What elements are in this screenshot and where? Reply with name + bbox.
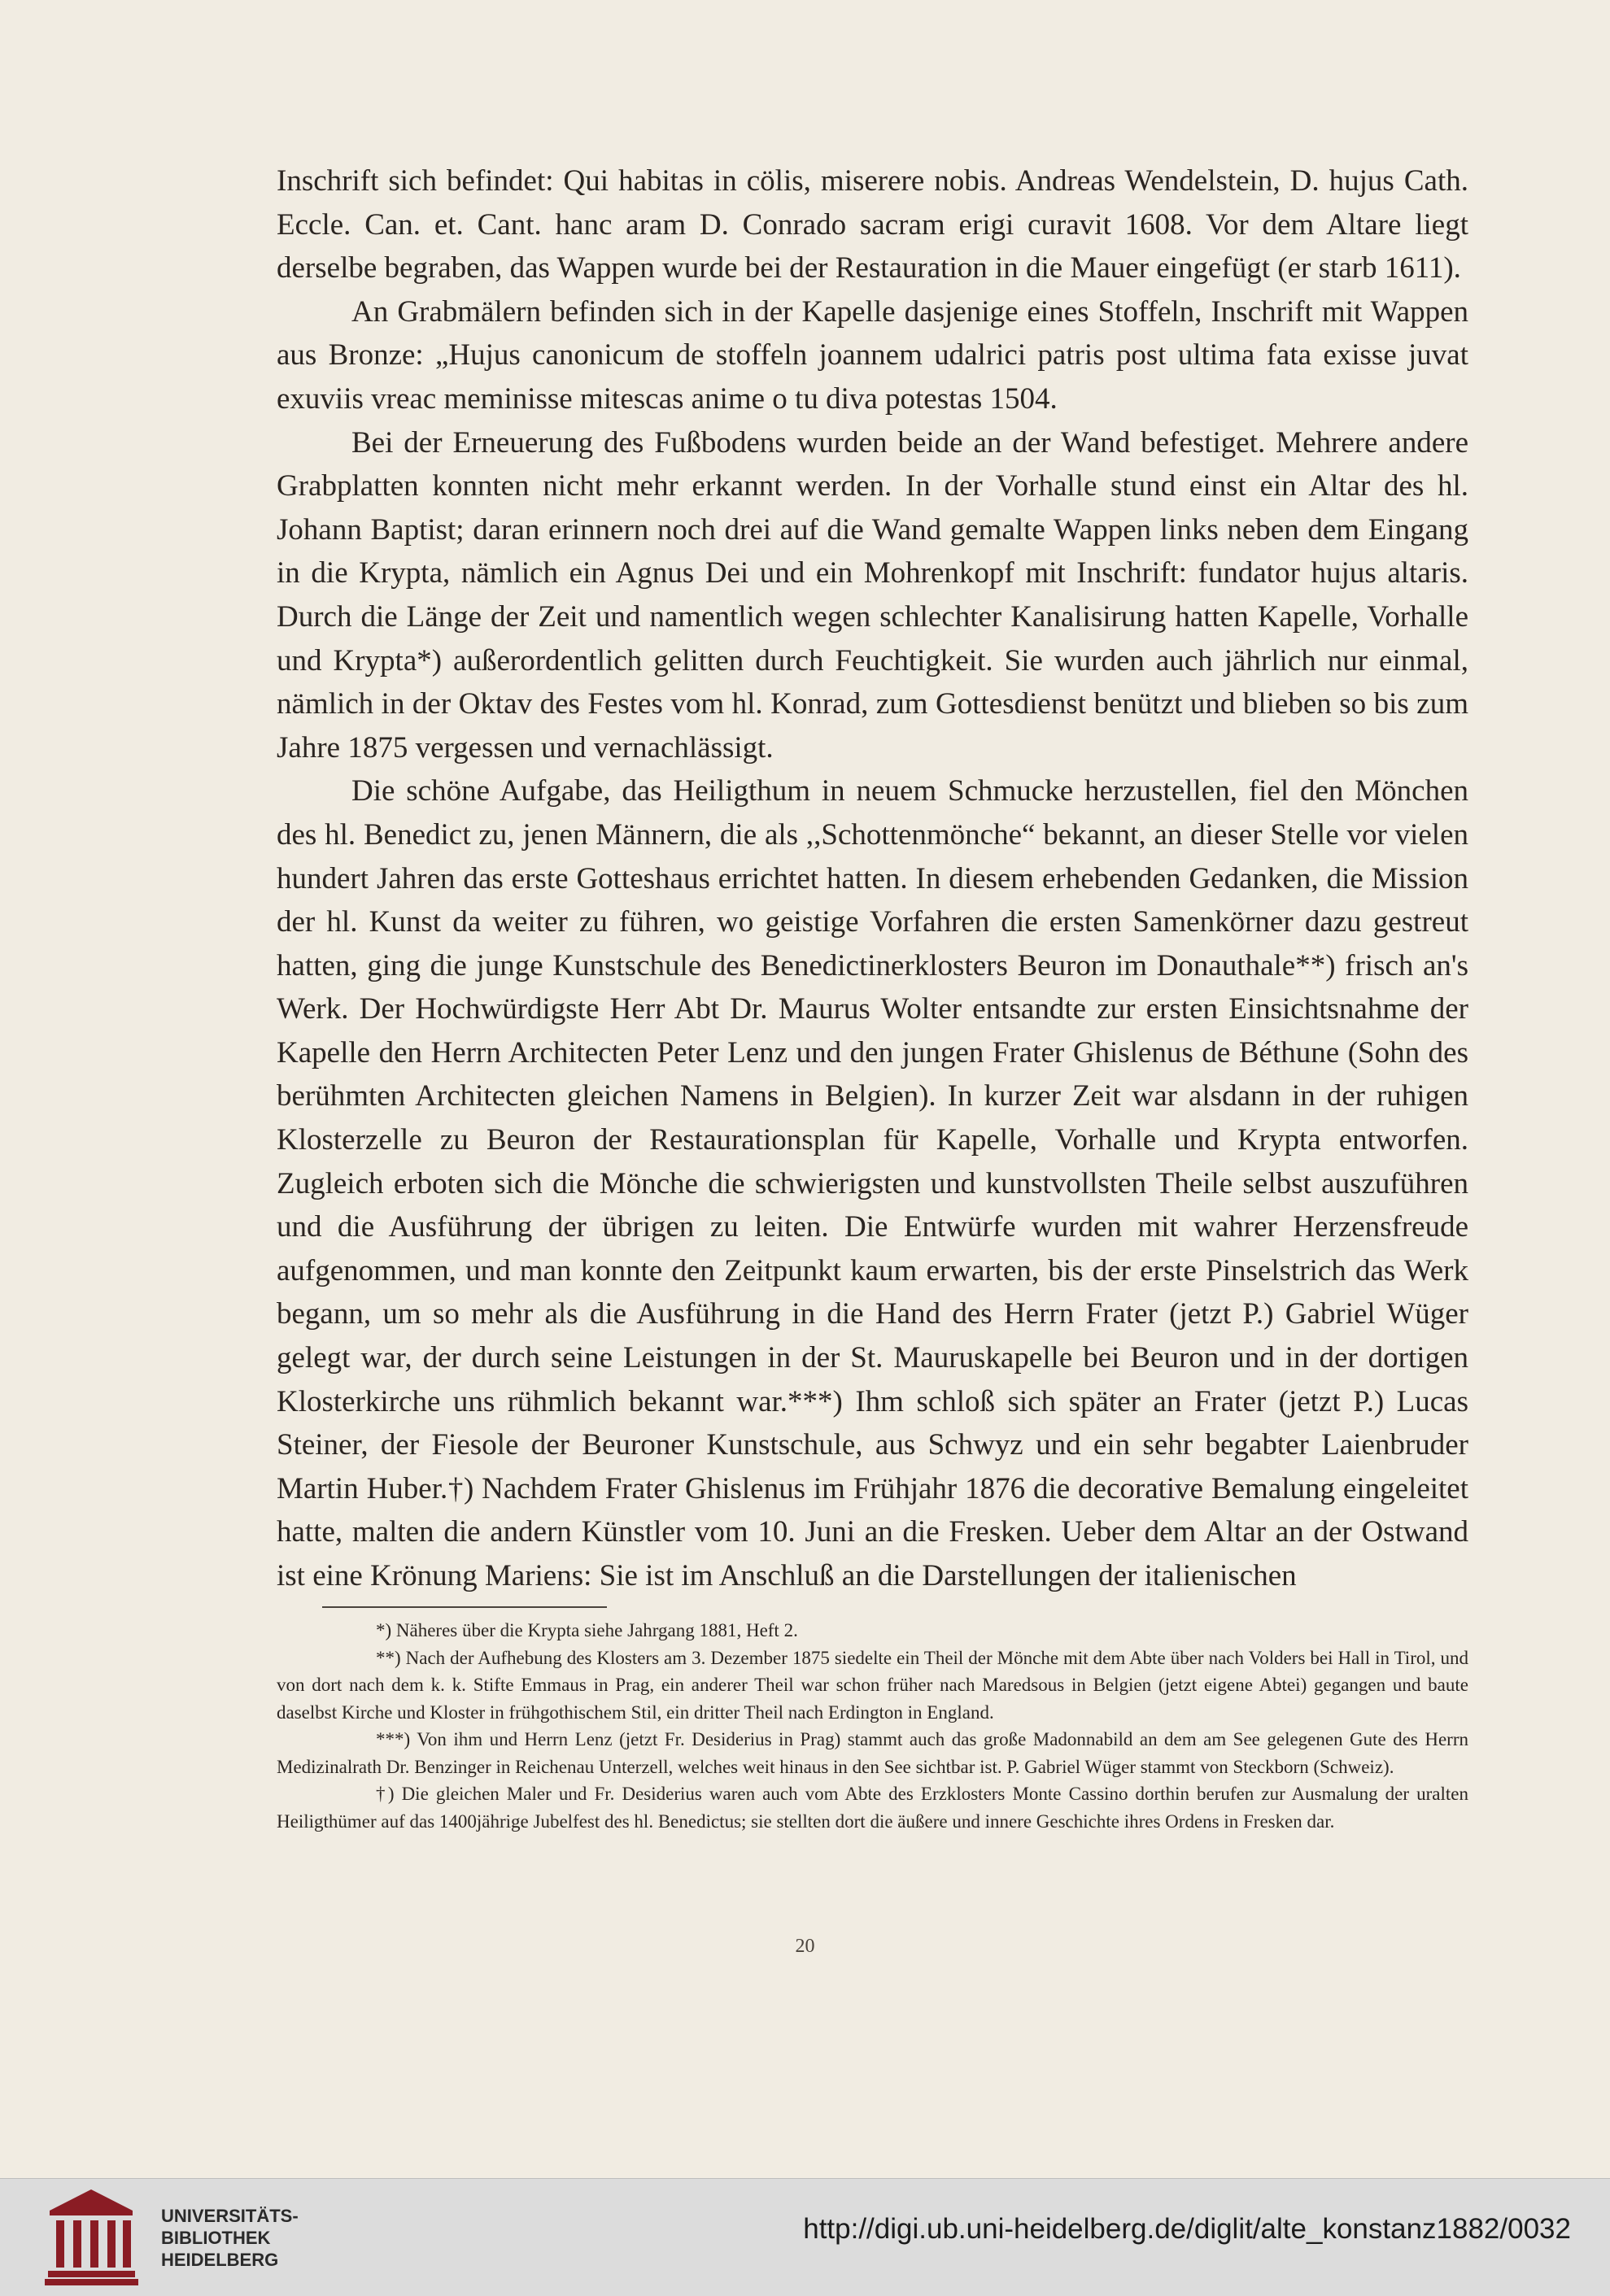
footnote: ***) Von ihm und Herrn Lenz (jetzt Fr. Desiderius in Prag) stammt auch das große Madonnabild an dem am See gelegenen Gute des Herrn Medizinalrath Dr. Benzinger in Reichenau Unterzell, welches weit hinaus in den See sichtbar ist. P. Gabriel Wüger stammt von Steckborn (Schweiz). (277, 1729, 1468, 1777)
logo-line: BIBLIOTHEK (161, 2228, 271, 2248)
body-text (277, 159, 1468, 1598)
source-url-link[interactable]: http://digi.ub.uni-heidelberg.de/diglit/alte_konstanz1882/0032 (803, 2213, 1571, 2245)
library-logo-text (161, 2205, 299, 2271)
footnote-divider (322, 1606, 607, 1608)
footnotes (277, 1617, 1468, 1835)
paragraph: Inschrift sich befindet: Qui habitas in cölis, miserere nobis. Andreas Wendelstein, D. hujus Cath. Eccle. Can. et. Cant. hanc aram D. Conrado sacram erigi curavit 1608. Vor dem Altare liegt derselbe begraben, das Wappen wurde bei der Restauration in die Mauer eingefügt (er starb 1611). (277, 164, 1468, 285)
logo-line: UNIVERSITÄTS- (161, 2206, 299, 2226)
footnote: *) Näheres über die Krypta siehe Jahrgang 1881, Heft 2. (376, 1620, 798, 1640)
footnote: **) Nach der Aufhebung des Klosters am 3. Dezember 1875 siedelte ein Theil der Mönche mit dem Abte über nach Volders bei Hall in Tirol, und von dort nach dem k. k. Stifte Emmaus in Prag, ein anderer Theil war schon früher nach Maredsous in Belgien (jetzt eigene Abtei) gegangen und baute daselbst Kirche und Kloster in frühgothischem Stil, ein dritter Theil nach Erdington in England. (277, 1647, 1468, 1723)
logo-line: HEIDELBERG (161, 2250, 279, 2270)
page-number: 20 (795, 1936, 815, 1957)
footnote: †) Die gleichen Maler und Fr. Desiderius waren auch vom Abte des Erzklosters Monte Cassino dorthin berufen zur Ausmalung der uralten Heiligthümer auf das 1400jährige Jubelfest des hl. Benedictus; sie stellten dort die äußere und innere Geschichte ihres Ordens in Fresken dar. (277, 1784, 1468, 1832)
paragraph: Bei der Erneuerung des Fußbodens wurden beide an der Wand befestiget. Mehrere andere Grabplatten konnten nicht mehr erkannt werden. In der Vorhalle stund einst ein Altar des hl. Johann Baptist; daran erinnern noch drei auf die Wand gemalte Wappen links neben dem Eingang in die Krypta, nämlich ein Agnus Dei und ein Mohrenkopf mit Inschrift: fundator hujus altaris. Durch die Länge der Zeit und namentlich wegen schlechter Kanalisirung hatten Kapelle, Vorhalle und Krypta*) außerordentlich gelitten durch Feuchtigkeit. Sie wurden auch jährlich nur einmal, nämlich in der Oktav des Festes vom hl. Konrad, zum Gottesdienst benützt und blieben so bis zum Jahre 1875 vergessen und vernachlässigt. (277, 425, 1468, 765)
paragraph: An Grabmälern befinden sich in der Kapelle dasjenige eines Stoffeln, Inschrift mit Wappen aus Bronze: „Hujus canonicum de stoffeln joannem udalrici patris post ultima fata exisse juvat exuviis vreac meminisse mitescas anime o tu diva potestas 1504. (277, 294, 1468, 416)
paragraph: Die schöne Aufgabe, das Heiligthum in neuem Schmucke herzustellen, fiel den Mönchen des hl. Benedict zu, jenen Männern, die als ,,Schottenmönche“ bekannt, an dieser Stelle vor vielen hundert Jahren das erste Gotteshaus errichtet hatten. In diesem erhebenden Gedanken, die Mission der hl. Kunst da weiter zu führen, wo geistige Vorfahren die ersten Samenkörner dazu gestreut hatten, ging die junge Kunstschule des Benedictinerklosters Beuron im Donauthale**) frisch an's Werk. Der Hochwürdigste Herr Abt Dr. Maurus Wolter entsandte zur ersten Einsichtsnahme der Kapelle den Herrn Architecten Peter Lenz und den jungen Frater Ghislenus de Béthune (Sohn des berühmten Architecten gleichen Namens in Belgien). In kurzer Zeit war alsdann in der ruhigen Klosterzelle zu Beuron der Restaurationsplan für Kapelle, Vorhalle und Krypta entworfen. Zugleich erboten sich die Mönche die schwierigsten und kunstvollsten Theile selbst auszuführen und die Ausführung der übrigen zu leiten. Die Entwürfe wurden mit wahrer Herzensfreude aufgenommen, und man konnte den Zeitpunkt kaum erwarten, bis der erste Pinselstrich das Werk begann, um so mehr als die Ausführung in die Hand des Herrn Frater (jetzt P.) Gabriel Wüger gelegt war, der durch seine Leistungen in der St. Mauruskapelle bei Beuron und in der dortigen Klosterkirche uns rühmlich bekannt war.***) Ihm schloß sich später an Frater (jetzt P.) Lucas Steiner, der Fiesole der Beuroner Kunstschule, aus Schwyz und ein sehr begabter Laienbruder Martin Huber.†) Nachdem Frater Ghislenus im Frühjahr 1876 die decorative Bemalung eingeleitet hatte, malten die andern Künstler vom 10. Juni an die Fresken. Ueber dem Altar an der Ostwand ist eine Krönung Mariens: Sie ist im Anschluß an die Darstellungen der italienischen (277, 774, 1468, 1592)
university-seal-icon (45, 2186, 138, 2287)
